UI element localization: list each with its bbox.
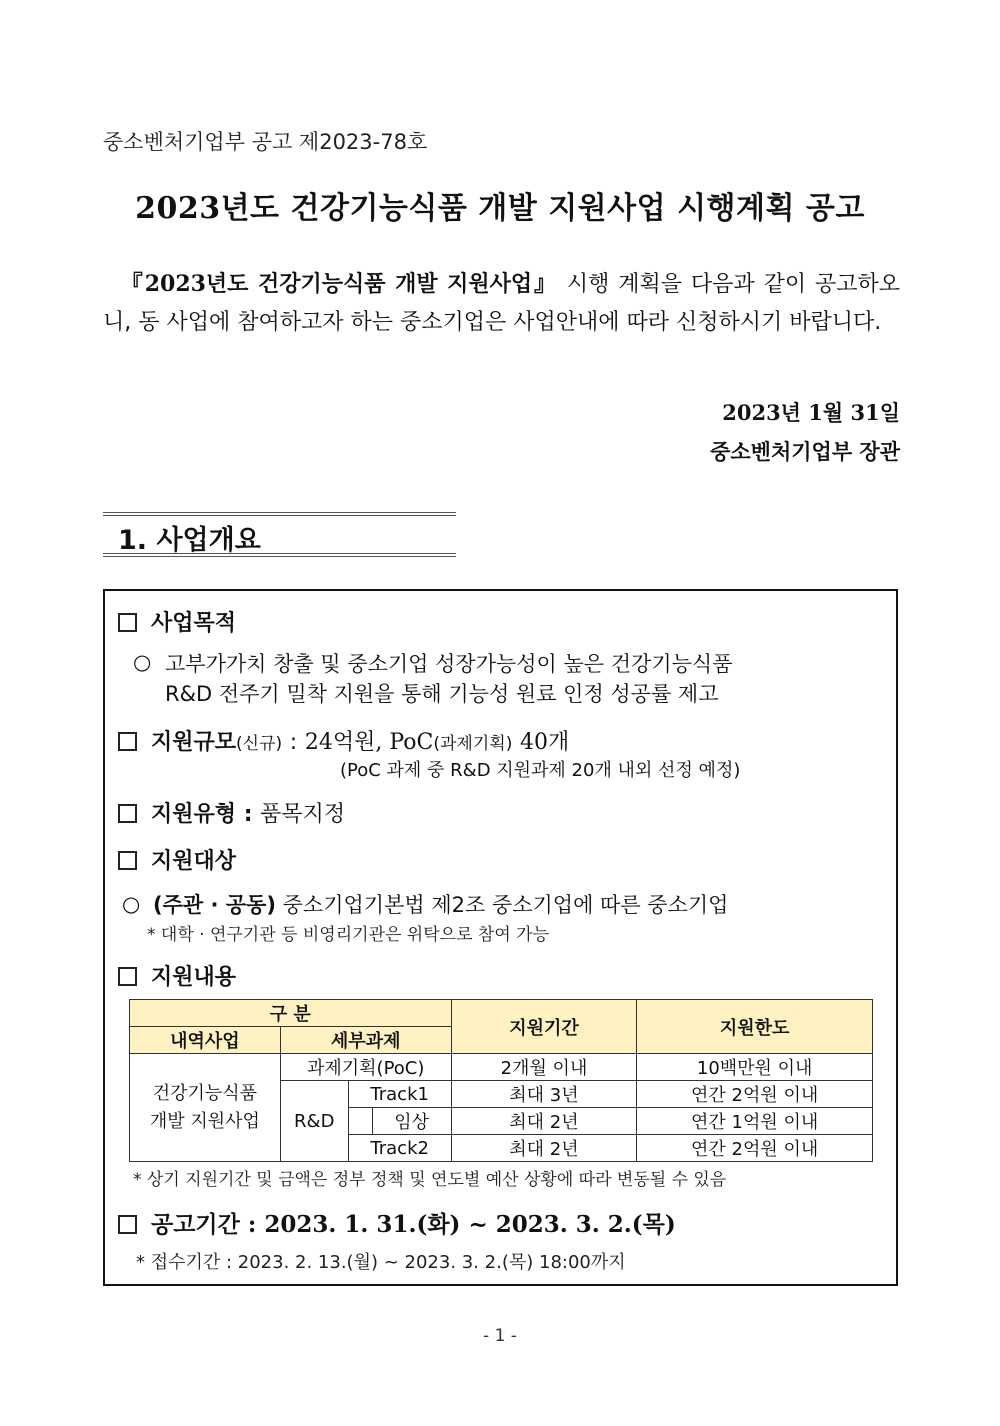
checkbox-square-icon	[118, 967, 137, 986]
document-title: 2023년도 건강기능식품 개발 지원사업 시행계획 공고	[135, 191, 865, 226]
scale-label: 지원규모	[151, 730, 237, 755]
period-cell: 최대 3년	[451, 1081, 637, 1108]
type-heading	[118, 797, 345, 828]
purpose-line-2: R&D 전주기 밀착 지원을 통해 기능성 원료 인정 성공률 제고	[165, 682, 719, 706]
intro-body: 시행 계획을 다음과 같이 공고하오니, 동 사업에 참여하고자 하는 중소기업은 사업안내에 따라 신청하시기 바랍니다.	[103, 272, 900, 335]
checkbox-square-icon	[118, 851, 137, 870]
task-cell: Track1	[348, 1081, 451, 1108]
indent-cell	[348, 1108, 372, 1135]
limit-cell: 연간 2억원 이내	[637, 1081, 873, 1108]
scale-label-note: (신규)	[236, 734, 283, 754]
content-note: * 상기 지원기간 및 금액은 정부 정책 및 연도별 예산 상황에 따라 변동될 수 있음	[133, 1170, 727, 1190]
target-note: * 대학 · 연구기관 등 비영리기관은 위탁으로 참여 가능	[147, 925, 549, 945]
type-value: 품목지정	[260, 802, 346, 827]
type-label: 지원유형	[151, 802, 237, 827]
section-rule-top	[103, 512, 456, 516]
checkbox-square-icon	[118, 732, 137, 751]
limit-cell: 연간 1억원 이내	[637, 1108, 873, 1135]
checkbox-square-icon	[118, 804, 137, 823]
task-cell: 임상	[372, 1108, 451, 1135]
scale-value-note: (과제기획)	[433, 734, 513, 754]
checkbox-square-icon	[118, 1215, 137, 1234]
table-row	[130, 1054, 873, 1081]
period-cell: 최대 2년	[451, 1135, 637, 1162]
content-label: 지원내용	[151, 965, 237, 990]
type-separator: :	[243, 802, 253, 827]
period-label: 공고기간	[151, 1212, 240, 1238]
target-bullet: ○	[122, 892, 141, 916]
period-cell: 최대 2년	[451, 1108, 637, 1135]
program-cell	[130, 1054, 281, 1162]
limit-cell: 연간 2억원 이내	[637, 1135, 873, 1162]
announcement-date: 2023년 1월 31일	[722, 400, 900, 425]
header-limit: 지원한도	[637, 1000, 873, 1054]
issuer: 중소벤처기업부 장관	[710, 440, 900, 464]
task-cell: 과제기획(PoC)	[280, 1054, 451, 1081]
purpose-heading	[118, 606, 236, 637]
rd-cell: R&D	[280, 1081, 348, 1162]
header-period: 지원기간	[451, 1000, 637, 1054]
page-number: - 1 -	[483, 1326, 517, 1346]
purpose-label: 사업목적	[151, 611, 237, 636]
header-task: 세부과제	[280, 1027, 451, 1054]
scale-separator: :	[289, 730, 298, 755]
checkbox-square-icon	[118, 613, 137, 632]
scale-value: 24억원, PoC	[304, 730, 434, 755]
purpose-line-1: 고부가가치 창출 및 중소기업 성장가능성이 높은 건강기능식품	[165, 652, 733, 676]
scale-heading	[118, 725, 569, 756]
intro-paragraph	[103, 265, 900, 342]
notice-number: 중소벤처기업부 공고 제2023-78호	[103, 130, 428, 154]
scale-detail: (PoC 과제 중 R&D 지원과제 20개 내외 선정 예정)	[340, 760, 741, 781]
header-group: 구 분	[130, 1000, 452, 1027]
limit-cell: 10백만원 이내	[637, 1054, 873, 1081]
target-line	[153, 889, 728, 919]
task-cell: Track2	[348, 1135, 451, 1162]
section-rule-bottom	[103, 553, 456, 557]
content-heading	[118, 960, 236, 991]
header-program: 내역사업	[130, 1027, 281, 1054]
target-text: 중소기업기본법 제2조 중소기업에 따른 중소기업	[282, 893, 729, 917]
section-title: 1. 사업개요	[118, 525, 261, 556]
period-heading	[118, 1206, 676, 1239]
purpose-bullet: ○	[133, 650, 152, 674]
program-name: 『2023년도 건강기능식품 개발 지원사업』	[120, 271, 558, 297]
target-label: 지원대상	[151, 849, 237, 874]
period-note: * 접수기간 : 2023. 2. 13.(월) ~ 2023. 3. 2.(목) 18:00까지	[136, 1252, 626, 1273]
program-line-1: 건강기능식품	[152, 1082, 258, 1104]
program-line-2: 개발 지원사업	[149, 1110, 260, 1132]
support-table	[129, 999, 873, 1162]
period-value: : 2023. 1. 31.(화) ~ 2023. 3. 2.(목)	[247, 1211, 676, 1238]
scale-value-tail: 40개	[520, 730, 570, 755]
table-header-row	[130, 1000, 873, 1027]
period-cell: 2개월 이내	[451, 1054, 637, 1081]
target-heading	[118, 844, 236, 875]
target-bold: (주관 · 공동)	[153, 893, 276, 917]
